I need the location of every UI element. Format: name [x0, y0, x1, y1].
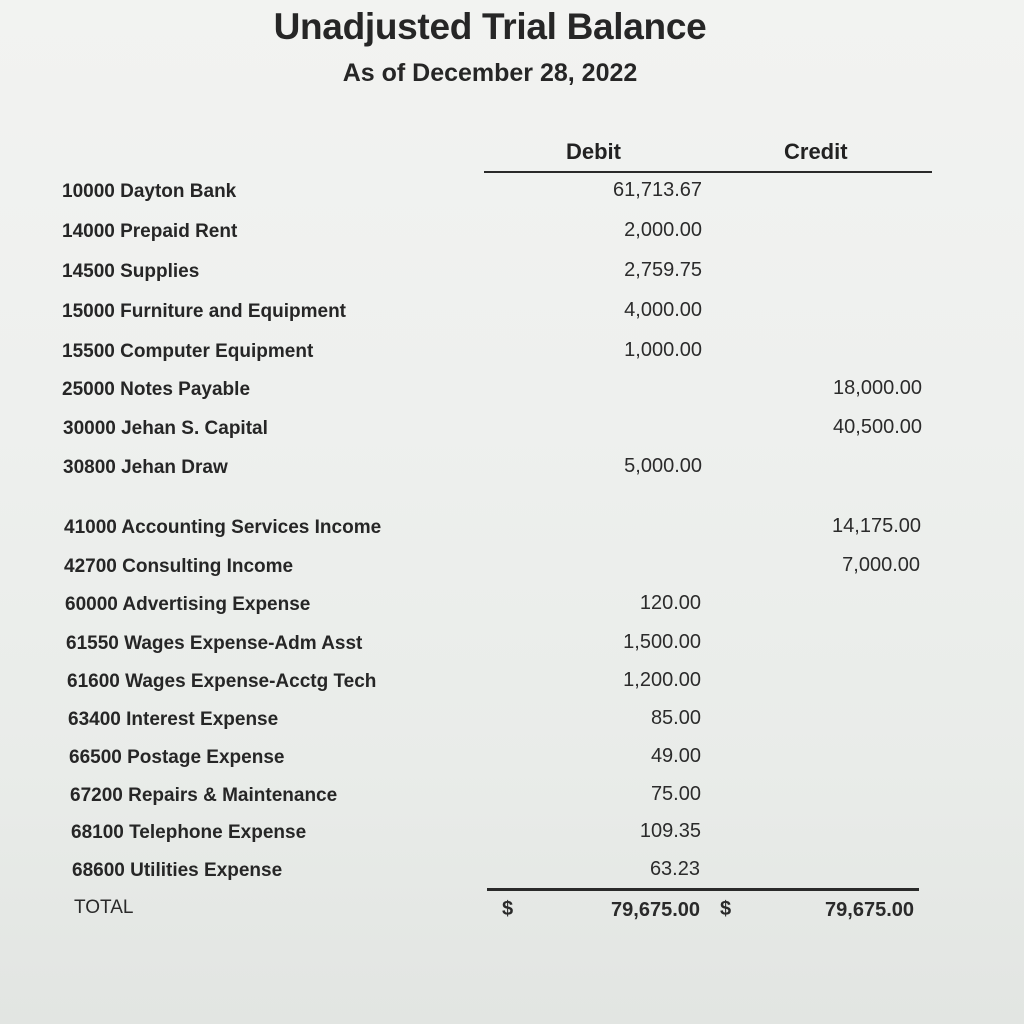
table-row	[0, 339, 1024, 367]
debit-amount: 85.00	[650, 707, 701, 729]
account-name: 25000 Notes Payable	[62, 379, 251, 400]
debit-amount: 109.35	[639, 820, 701, 842]
account-name: 61600 Wages Expense-Acctg Tech	[67, 671, 377, 692]
credit-amount: 7,000.00	[842, 554, 920, 576]
credit-amount: 18,000.00	[833, 377, 922, 399]
table-row	[0, 179, 1024, 207]
total-credit: 79,675.00	[825, 899, 914, 921]
debit-amount: 120.00	[639, 592, 701, 614]
account-name: 15500 Computer Equipment	[62, 341, 314, 362]
account-name: 42700 Consulting Income	[64, 556, 294, 577]
table-row	[0, 455, 1024, 483]
account-name: 67200 Repairs & Maintenance	[70, 785, 338, 806]
debit-amount: 75.00	[650, 783, 701, 805]
credit-currency-symbol: $	[720, 898, 732, 920]
total-rule	[487, 888, 919, 891]
table-row	[0, 299, 1024, 327]
debit-column-header: Debit	[566, 139, 621, 164]
account-name: 60000 Advertising Expense	[65, 594, 311, 615]
table-row	[0, 745, 1024, 773]
total-debit: 79,675.00	[611, 899, 700, 921]
debit-amount: 63.23	[649, 858, 700, 880]
debit-currency-symbol: $	[502, 898, 514, 920]
table-row	[0, 783, 1024, 811]
table-row	[0, 669, 1024, 697]
debit-amount: 2,759.75	[624, 259, 702, 281]
report-subtitle: As of December 28, 2022	[342, 59, 638, 87]
account-name: 41000 Accounting Services Income	[64, 517, 382, 538]
account-name: 30800 Jehan Draw	[63, 457, 228, 478]
credit-amount: 40,500.00	[833, 416, 922, 438]
table-row	[0, 820, 1024, 848]
table-row	[0, 592, 1024, 620]
credit-column-header: Credit	[784, 139, 848, 164]
account-name: 10000 Dayton Bank	[62, 181, 237, 202]
account-name: 68100 Telephone Expense	[71, 822, 307, 843]
debit-amount: 61,713.67	[613, 179, 702, 201]
table-row	[0, 416, 1024, 444]
debit-amount: 5,000.00	[624, 455, 702, 477]
account-name: 15000 Furniture and Equipment	[62, 301, 346, 322]
table-row	[0, 377, 1024, 405]
account-name: 63400 Interest Expense	[68, 709, 279, 730]
account-name: 30000 Jehan S. Capital	[63, 418, 268, 439]
account-name: 14000 Prepaid Rent	[62, 221, 238, 242]
table-row	[0, 515, 1024, 543]
report-title: Unadjusted Trial Balance	[273, 6, 707, 47]
account-name: 14500 Supplies	[62, 261, 200, 282]
table-row	[0, 554, 1024, 582]
table-row	[0, 259, 1024, 287]
credit-amount: 14,175.00	[832, 515, 921, 537]
debit-amount: 4,000.00	[624, 299, 702, 321]
account-name: 61550 Wages Expense-Adm Asst	[66, 633, 363, 654]
debit-amount: 2,000.00	[624, 219, 702, 241]
header-rule	[484, 171, 932, 173]
table-row	[0, 219, 1024, 247]
account-name: 68600 Utilities Expense	[72, 860, 283, 881]
debit-amount: 49.00	[650, 745, 701, 767]
account-name: 66500 Postage Expense	[69, 747, 285, 768]
total-label: TOTAL	[74, 897, 134, 918]
debit-amount: 1,500.00	[623, 631, 701, 653]
table-row	[0, 858, 1024, 886]
table-row	[0, 707, 1024, 735]
table-row	[0, 631, 1024, 659]
debit-amount: 1,000.00	[624, 339, 702, 361]
debit-amount: 1,200.00	[623, 669, 701, 691]
